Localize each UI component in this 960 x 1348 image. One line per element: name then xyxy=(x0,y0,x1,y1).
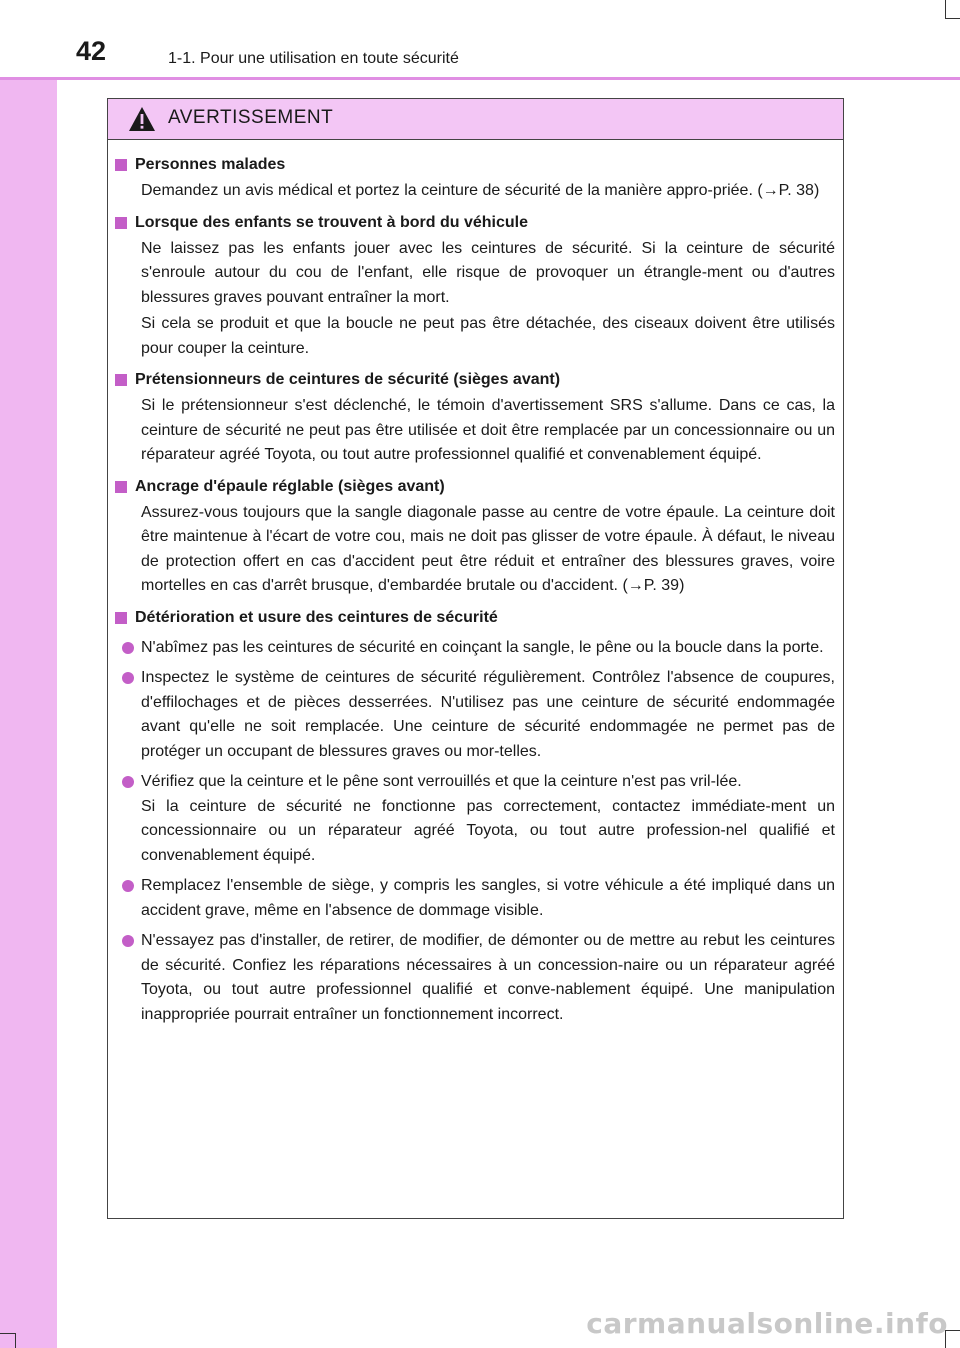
watermark: carmanualsonline.info xyxy=(586,1307,948,1340)
bullet-item: Vérifiez que la ceinture et le pêne sont verrouillés et que la ceinture n'est pas vril-lée. Si la ceinture de sécurité ne fonctionne pas correctement, contactez immédiate-ment un concessionnaire ou un réparateur agréé Toyota, ou tout autre profession-nel qualifié et convenablement équipé. xyxy=(122,770,835,868)
section-heading: Lorsque des enfants se trouvent à bord du véhicule xyxy=(115,211,835,235)
square-bullet-icon xyxy=(115,612,127,624)
page-number: 42 xyxy=(76,36,107,66)
warning-triangle-icon xyxy=(128,106,156,132)
section-heading: Détérioration et usure des ceintures de sécurité xyxy=(115,606,835,630)
round-bullet-icon xyxy=(122,880,134,892)
paragraph: Demandez un avis médical et portez la ceinture de sécurité de la manière appro-priée. (→P. 38) xyxy=(141,182,820,199)
square-bullet-icon xyxy=(115,374,127,386)
bullet-item: Remplacez l'ensemble de siège, y compris les sangles, si votre véhicule a été impliqué dans un accident grave, même en l'absence de dommage visible. xyxy=(122,874,835,923)
warning-header xyxy=(108,99,843,140)
section-heading: Personnes malades xyxy=(115,153,835,177)
square-bullet-icon xyxy=(115,481,127,493)
header-rule xyxy=(0,77,960,80)
bullet-item: Inspectez le système de ceintures de sécurité régulièrement. Contrôlez l'absence de coupures, d'effilochages et de pièces desserrées. N'utilisez pas une ceinture de sécurité endommagée avant qu'elle ne soit remplacée. Une ceinture de sécurité endommagée ne permet pas de protéger un occupant de blessures graves ou mor-telles. xyxy=(122,666,835,764)
crop-mark xyxy=(945,0,946,18)
section-ancrage-epaule xyxy=(115,475,835,599)
square-bullet-icon xyxy=(115,217,127,229)
section-heading: Ancrage d'épaule réglable (sièges avant) xyxy=(115,475,835,499)
page-header xyxy=(0,0,960,80)
round-bullet-icon xyxy=(122,935,134,947)
square-bullet-icon xyxy=(115,159,127,171)
warning-box xyxy=(107,98,844,1219)
section-heading: Prétensionneurs de ceintures de sécurité (sièges avant) xyxy=(115,368,835,392)
round-bullet-icon xyxy=(122,642,134,654)
paragraph: Si cela se produit et que la boucle ne peut pas être détachée, des ciseaux doivent être utilisés pour couper la ceinture. xyxy=(141,315,835,357)
crop-mark xyxy=(945,18,960,19)
warning-title: AVERTISSEMENT xyxy=(168,107,334,128)
bullet-item: N'essayez pas d'installer, de retirer, de modifier, de démonter ou de mettre au rebut les ceintures de sécurité. Confiez les réparations nécessaires à un concession-naire ou un réparateur agréé Toyota, ou tout autre professionnel qualifié et conve-nablement équipé. Une manipulation inappropriée pourrait entraîner un fonctionnement incorrect. xyxy=(122,929,835,1027)
side-strip xyxy=(0,80,57,1348)
section-enfants xyxy=(115,211,835,362)
paragraph: Ne laissez pas les enfants jouer avec les ceintures de sécurité. Si la ceinture de sécurité s'enroule autour du cou de l'enfant, elle risque de provoquer un étrangle-ment ou d'autres blessures graves pouvant entraîner la mort. xyxy=(141,239,835,306)
round-bullet-icon xyxy=(122,672,134,684)
paragraph: Assurez-vous toujours que la sangle diagonale passe au centre de votre épaule. La ceinture doit être maintenue à l'écart de votre cou, mais ne doit pas glisser de votre épaule. À défaut, le niveau de protection offert en cas d'accident peut être réduit et entraîner des blessures graves, voire mortelles en cas d'arrêt brusque, d'embardée brutale ou d'accident. (→P. 39) xyxy=(141,503,835,594)
section-personnes-malades xyxy=(115,153,835,204)
warning-content xyxy=(108,140,843,1027)
section-title: 1-1. Pour une utilisation en toute sécurité xyxy=(168,50,459,67)
paragraph: Si le prétensionneur s'est déclenché, le témoin d'avertissement SRS s'allume. Dans ce cas, la ceinture de sécurité ne peut pas être utilisée et doit être remplacée par un concessionnaire ou un réparateur agréé Toyota, ou tout autre professionnel qualifié et convenablement équipé. xyxy=(141,397,835,463)
round-bullet-icon xyxy=(122,776,134,788)
crop-mark xyxy=(15,1333,16,1348)
section-deterioration xyxy=(115,606,835,1028)
bullet-item: N'abîmez pas les ceintures de sécurité en coinçant la sangle, le pêne ou la boucle dans la porte. xyxy=(122,636,835,661)
crop-mark xyxy=(0,1333,15,1334)
section-pretensionneurs xyxy=(115,368,835,468)
